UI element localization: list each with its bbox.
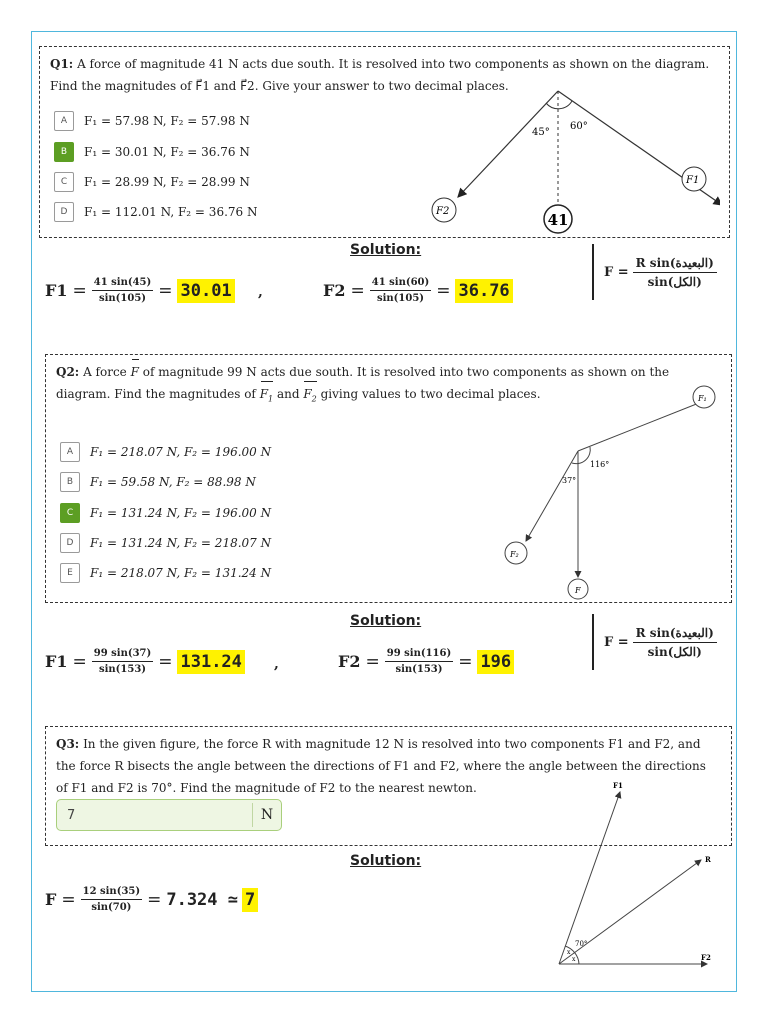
q2-option-a-text: F₁ = 218.07 N, F₂ = 196.00 N (90, 445, 272, 459)
question-1-body: A force of magnitude 41 N acts due south. It is resolved into two components as shown on the diagram. Find the magnitudes of F⃗1 and F⃗2. Give your answer to two decimal places. (50, 57, 710, 93)
equals-sign: = (72, 651, 87, 672)
equals-sign: = (458, 651, 473, 672)
equals-sign: = (158, 651, 173, 672)
equals-sign: = (61, 889, 76, 910)
q3-answer-value[interactable]: 7 (67, 807, 76, 823)
q2-f-label: F (575, 586, 581, 595)
equals-sign: = (365, 651, 380, 672)
q1-f2-arrow (458, 91, 558, 197)
q2-angle-right: 116° (590, 460, 610, 469)
q1-solution-f1 (45, 277, 235, 304)
q3-sol-result: 7 (242, 888, 258, 912)
q1-formula-denominator: sin(الكل) (647, 274, 702, 289)
question-2-body-start: A force (83, 365, 127, 379)
q2-f1-symbol: $F_1$ (260, 383, 273, 410)
q1-sol-f1-numerator: 41 sin(45) (92, 277, 153, 291)
q2-solution-f2 (338, 648, 514, 675)
q1-angle-arc (546, 101, 572, 109)
q3-sol-lhs: F (45, 890, 57, 909)
q2-option-c[interactable] (60, 502, 271, 524)
question-3-body: In the given figure, the force R with magnitude 12 N is resolved into two components F1 and F2, and the force R bisects the angle between the directions of F1 and F2, where the angle between the directions of F1 and F2 is 70°. Find the magnitude of F2 to the nearest newton. (56, 737, 706, 795)
q2-sol-f2-numerator: 99 sin(116) (385, 648, 453, 662)
q2-option-e-text: F₁ = 218.07 N, F₂ = 131.24 N (90, 566, 272, 580)
q3-answer-field[interactable] (56, 799, 282, 831)
question-2-text: Q2: A force F of magnitude 99 N acts due south. It is resolved into two components as shown on the diagram. Find the magnitudes of $F_1$ and $F_2$ giving values to two decimal places. (56, 361, 721, 410)
q3-solution-title: Solution: (350, 853, 422, 869)
q2-option-b-text: F₁ = 59.58 N, F₂ = 88.98 N (90, 475, 256, 489)
question-2-label: Q2: (56, 365, 80, 379)
q1-option-a-letter[interactable]: A (54, 111, 74, 131)
q1-comma: , (258, 284, 263, 300)
q1-option-d-text: F₁ = 112.01 N, F₂ = 36.76 N (84, 205, 258, 219)
q1-option-b-letter[interactable]: B (54, 142, 74, 162)
equals-sign: = (158, 280, 173, 301)
q2-comma: , (274, 656, 279, 672)
q2-f1-label: F₁ (698, 394, 707, 403)
q2-formula-lhs: F = (604, 634, 629, 650)
q2-option-b-letter[interactable]: B (60, 472, 80, 492)
q2-sol-f1-fraction (92, 648, 153, 675)
q1-sol-f2-lhs: F2 (323, 281, 346, 300)
q2-sol-f1-numerator: 99 sin(37) (92, 648, 153, 662)
q3-angle-x-lower: x (572, 956, 576, 963)
equals-sign: = (350, 280, 365, 301)
q2-angle-left: 37° (562, 476, 577, 485)
q1-solution-f2 (323, 277, 513, 304)
q2-f2-arrow (526, 451, 578, 541)
q1-angle-right: 60° (570, 121, 588, 132)
q1-sol-f2-result: 36.76 (455, 279, 512, 303)
equals-sign: = (436, 280, 451, 301)
q1-sol-f2-numerator: 41 sin(60) (370, 277, 431, 291)
q1-option-a[interactable] (54, 110, 250, 132)
q3-angle-label: 70° (575, 940, 588, 948)
q1-option-c-letter[interactable]: C (54, 172, 74, 192)
q1-f2-label: F2 (436, 206, 450, 217)
q2-option-d-text: F₁ = 131.24 N, F₂ = 218.07 N (90, 536, 272, 550)
equals-sign: = (72, 280, 87, 301)
q2-f2-label: F₂ (510, 550, 519, 559)
q2-sol-f1-lhs: F1 (45, 652, 68, 671)
q3-f2-label: F2 (701, 953, 711, 962)
q1-option-a-text: F₁ = 57.98 N, F₂ = 57.98 N (84, 114, 250, 128)
q1-sol-f2-denominator: sin(105) (376, 293, 425, 304)
q1-option-c[interactable] (54, 171, 250, 193)
q1-angle-left: 45° (532, 127, 550, 138)
q3-angle-x-upper: x (567, 949, 571, 956)
q2-f1-arrow (578, 401, 704, 451)
q1-formula-lhs: F = (604, 264, 629, 280)
question-1-label: Q1: (50, 57, 74, 71)
q3-f1-arrow (559, 792, 620, 964)
q1-option-b[interactable] (54, 141, 250, 163)
q2-option-e-letter[interactable]: E (60, 563, 80, 583)
q1-option-c-text: F₁ = 28.99 N, F₂ = 28.99 N (84, 175, 250, 189)
q1-formula-numerator: R sin(البعيدة) (633, 256, 717, 273)
q1-magnitude-label: 41 (547, 211, 569, 229)
q3-r-label: R (705, 855, 711, 864)
q1-option-d[interactable] (54, 201, 257, 223)
q2-option-c-text: F₁ = 131.24 N, F₂ = 196.00 N (90, 506, 272, 520)
question-3-label: Q3: (56, 737, 80, 751)
q2-option-a[interactable] (60, 441, 271, 463)
q1-option-d-letter[interactable]: D (54, 202, 74, 222)
q3-solution (45, 886, 258, 913)
q2-sol-f2-denominator: sin(153) (395, 664, 443, 675)
q3-sol-denominator: sin(70) (91, 902, 132, 913)
question-2-body-middle: of magnitude 99 N acts due south. It is resolved into two components as shown on the diagram. Find the magnitudes of (56, 365, 670, 401)
q2-solution-title: Solution: (350, 613, 422, 629)
q3-sol-fraction (81, 886, 142, 913)
q1-sol-f1-result: 30.01 (177, 279, 234, 303)
q2-option-d[interactable] (60, 532, 271, 554)
q3-sol-numerator: 12 sin(35) (81, 886, 142, 900)
q2-option-a-letter[interactable]: A (60, 442, 80, 462)
q1-f1-label: F1 (686, 175, 700, 186)
q3-answer-unit: N (252, 803, 281, 827)
q1-sol-f1-fraction (92, 277, 153, 304)
q1-option-b-text: F₁ = 30.01 N, F₂ = 36.76 N (84, 145, 250, 159)
q2-sol-f1-result: 131.24 (177, 650, 244, 674)
q2-option-d-letter[interactable]: D (60, 533, 80, 553)
q2-formula-fraction (633, 626, 717, 659)
q3-force-diagram (545, 778, 725, 968)
question-2-box (45, 354, 732, 603)
q2-option-e[interactable] (60, 562, 271, 584)
q3-sol-middle: 7.324 ≃ (166, 889, 238, 910)
q2-sol-f2-result: 196 (477, 650, 514, 674)
question-2-body-end: giving values to two decimal places. (320, 387, 541, 401)
q2-sol-f2-lhs: F2 (338, 652, 361, 671)
q2-formula-numerator: R sin(البعيدة) (633, 626, 717, 643)
equals-sign: = (147, 889, 162, 910)
q2-f2-symbol: $F_2$ (303, 383, 316, 410)
q2-force-diagram (486, 381, 731, 603)
q1-sol-f1-lhs: F1 (45, 281, 68, 300)
q1-formula-fraction (633, 256, 717, 289)
q1-lami-formula (592, 244, 717, 300)
q2-option-b[interactable] (60, 471, 256, 493)
q1-sol-f1-denominator: sin(105) (98, 293, 147, 304)
q2-sol-f2-fraction (385, 648, 453, 675)
q2-f-symbol: F (131, 361, 139, 383)
q3-f1-label: F1 (613, 781, 623, 790)
q1-solution-title: Solution: (350, 242, 422, 258)
q2-formula-denominator: sin(الكل) (647, 644, 702, 659)
question-1-box (39, 46, 730, 238)
q2-lami-formula (592, 614, 717, 670)
q1-force-diagram (420, 85, 720, 235)
q2-sol-f1-denominator: sin(153) (98, 664, 147, 675)
q1-sol-f2-fraction (370, 277, 431, 304)
q3-r-arrow (559, 860, 701, 964)
q2-option-c-letter[interactable]: C (60, 503, 80, 523)
q2-solution-f1 (45, 648, 245, 675)
